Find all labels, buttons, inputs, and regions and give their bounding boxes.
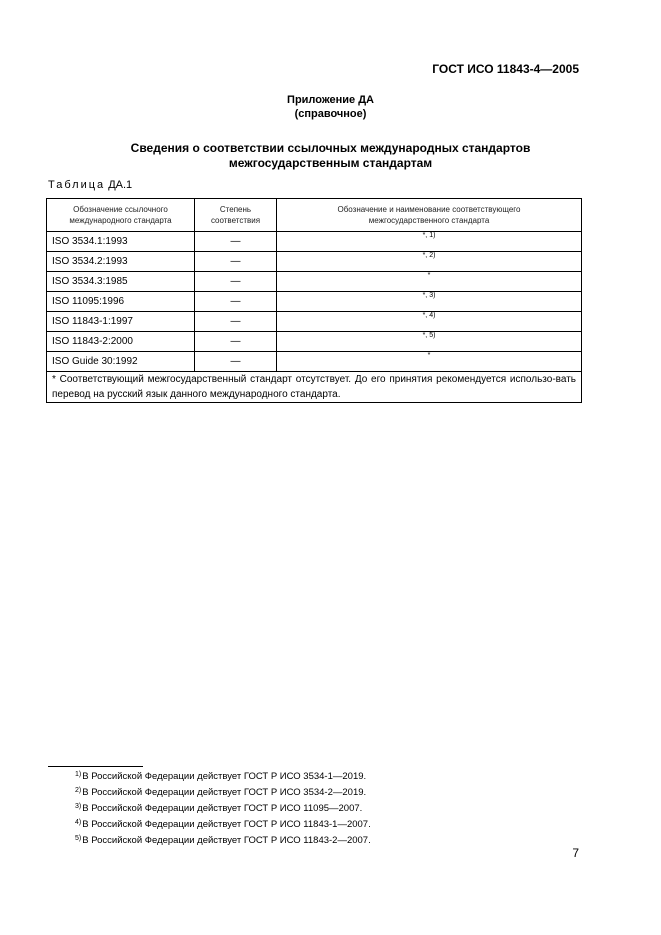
reference-value: *, 2): [277, 252, 582, 272]
footnote: [75, 785, 371, 801]
annex-title: Приложение ДА: [287, 94, 374, 106]
footnotes: [75, 769, 371, 849]
footnote-mark: 1): [75, 771, 82, 778]
footnote-mark: 5): [75, 835, 82, 842]
degree-value: —: [195, 272, 277, 292]
standard-code: ISO 11843-2:2000: [47, 332, 195, 352]
footnote-text: В Российской Федерации действует ГОСТ Р ИСО 11095—2007.: [82, 803, 363, 814]
standard-code: ISO 3534.3:1985: [47, 272, 195, 292]
table-caption-word: Таблица: [48, 179, 106, 191]
table-row: [47, 312, 582, 332]
section-title: [0, 141, 661, 171]
degree-value: —: [195, 332, 277, 352]
degree-value: —: [195, 292, 277, 312]
footnote: [75, 817, 371, 833]
table-note-row: [47, 372, 582, 403]
footnote-text: В Российской Федерации действует ГОСТ Р ИСО 3534-2—2019.: [82, 787, 367, 798]
footnote-text: В Российской Федерации действует ГОСТ Р ИСО 3534-1—2019.: [82, 771, 367, 782]
standard-code: ISO 11843-1:1997: [47, 312, 195, 332]
table-caption: [48, 179, 132, 191]
column-header-reference-standard: Обозначение ссылочного международного стандарта: [47, 199, 195, 232]
degree-value: —: [195, 232, 277, 252]
footnote: [75, 769, 371, 785]
standard-code: ISO Guide 30:1992: [47, 352, 195, 372]
reference-value: *, 3): [277, 292, 582, 312]
standard-code: ISO 11095:1996: [47, 292, 195, 312]
reference-value: *: [277, 272, 582, 292]
correspondence-table: [46, 198, 582, 403]
footnote-divider: [48, 766, 143, 767]
table-row: [47, 272, 582, 292]
reference-value: *: [277, 352, 582, 372]
footnote-text: В Российской Федерации действует ГОСТ Р ИСО 11843-2—2007.: [82, 835, 371, 846]
table-caption-number: ДА.1: [108, 179, 133, 191]
footnote-mark: 2): [75, 787, 82, 794]
table-note: * Соответствующий межгосударственный стандарт отсутствует. До его принятия рекомендуется использо-вать перевод на русский язык данного международного стандарта.: [47, 372, 582, 403]
degree-value: —: [195, 352, 277, 372]
annex-subtitle: (справочное): [294, 108, 367, 120]
standard-code: ISO 3534.2:1993: [47, 252, 195, 272]
footnote-text: В Российской Федерации действует ГОСТ Р ИСО 11843-1—2007.: [82, 819, 371, 830]
footnote: [75, 833, 371, 849]
degree-value: —: [195, 312, 277, 332]
footnote-mark: 4): [75, 819, 82, 826]
table-header-row: [47, 199, 582, 232]
section-title-line-2: межгосударственным стандартам: [228, 156, 433, 170]
standard-code: ISO 3534.1:1993: [47, 232, 195, 252]
footnote-mark: 3): [75, 803, 82, 810]
standard-designation: ГОСТ ИСО 11843-4—2005: [432, 62, 579, 76]
footnote: [75, 801, 371, 817]
reference-value: *, 4): [277, 312, 582, 332]
table-row: [47, 232, 582, 252]
column-header-degree: Степень соответствия: [195, 199, 277, 232]
page-number: 7: [572, 846, 579, 860]
degree-value: —: [195, 252, 277, 272]
table-row: [47, 352, 582, 372]
table-row: [47, 332, 582, 352]
column-header-interstate-standard: Обозначение и наименование соответствующего межгосударственного стандарта: [277, 199, 582, 232]
reference-value: *, 5): [277, 332, 582, 352]
table-row: [47, 252, 582, 272]
section-title-line-1: Сведения о соответствии ссылочных международных стандартов: [130, 141, 531, 155]
table-row: [47, 292, 582, 312]
reference-value: *, 1): [277, 232, 582, 252]
